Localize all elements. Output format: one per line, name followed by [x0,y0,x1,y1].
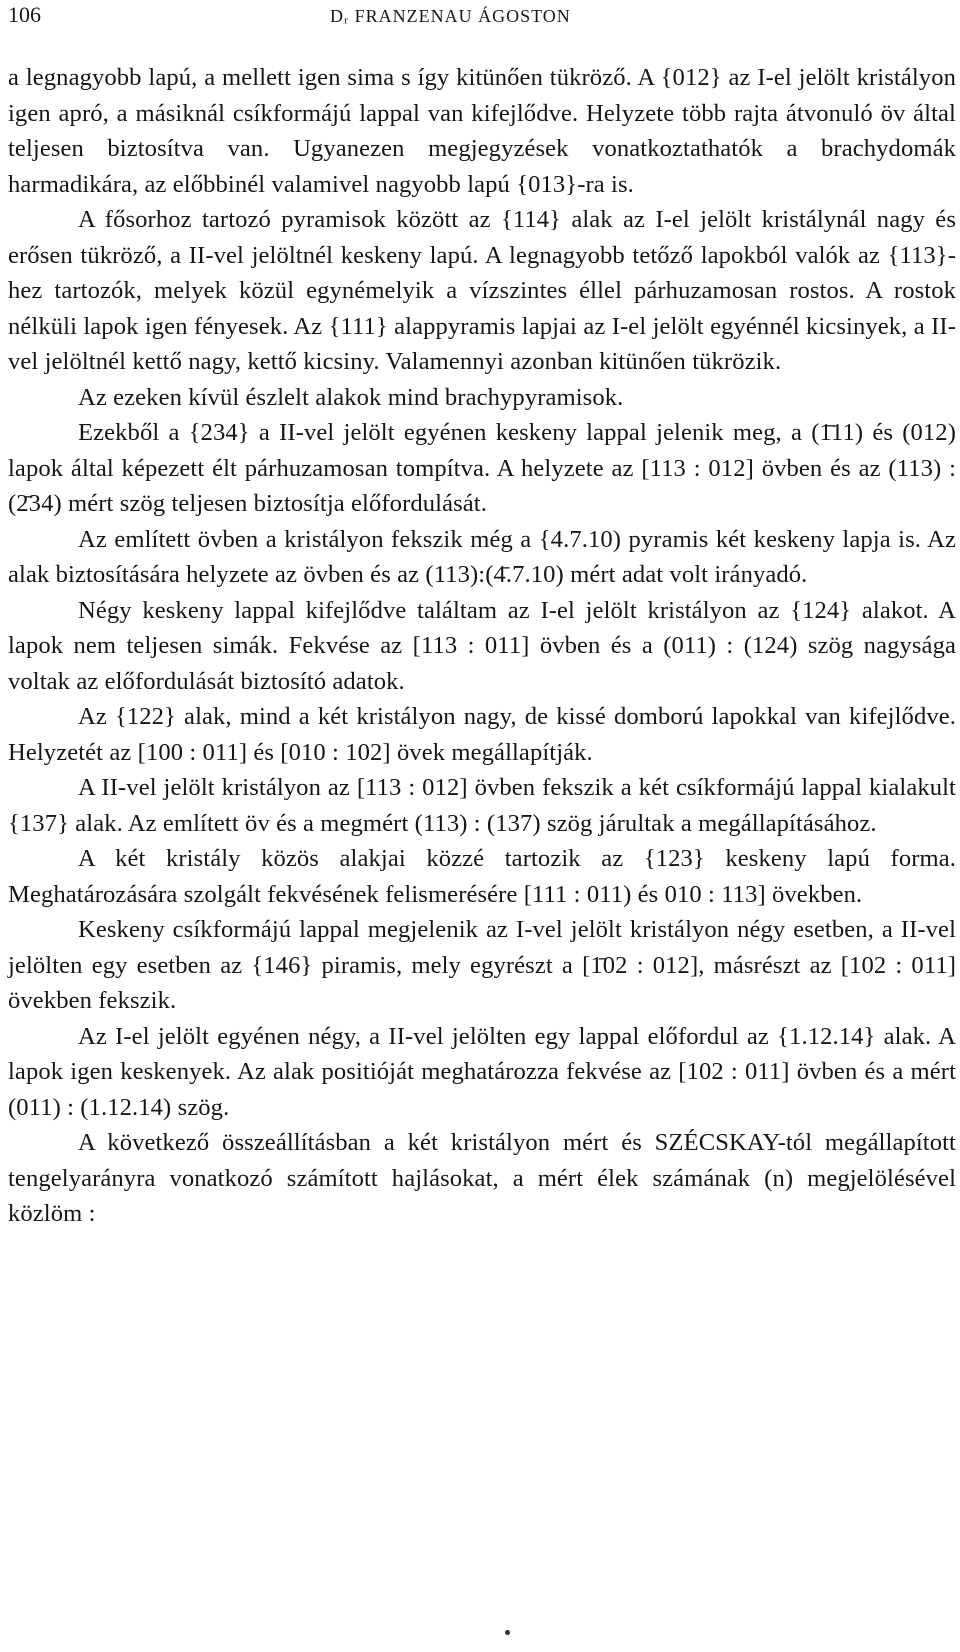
paragraph: A két kristály közös alakjai közzé tartozik az {123} keskeny lapú forma. Meghatározására szolgált fekvésének felismerésére [111 : 011) és 010 : 113] övekben. [8,845,956,908]
paragraph: Az {122} alak, mind a két kristályon nagy, de kissé domború lapokkal van kifejlődve. Helyzetét az [100 : 011] és [010 : 102] övek megállapítják. [8,703,956,766]
running-head: Dᵣ FRANZENAU ÁGOSTON [330,6,571,26]
paragraph: A következő összeállításban a két kristályon mért és SZÉCSKAY-tól megállapított tengelyarányra vonatkozó számított hajlásokat, a mért élek számának (n) megjelölésével közlöm : [8,1129,956,1227]
paragraph: Keskeny csíkformájú lappal megjelenik az I-vel jelölt kristályon négy esetben, a II-vel jelölten egy esetben az {146} piramis, mely egyrészt a [1̄02 : 012], másrészt az [102 : 011] övekben fekszik. [8,916,956,1014]
paragraph: Az ezeken kívül észlelt alakok mind brachypyramisok. [78,383,624,411]
paragraph: A II-vel jelölt kristályon az [113 : 012] övben fekszik a két csíkformájú lappal kialakult {137} alak. Az említett öv és a megmért (113) : (137) szög járultak a megállapításához. [8,774,956,837]
paragraph: Ezekből a {234} a II-vel jelölt egyénen keskeny lappal jelenik meg, a (1̄11) és (012) lapok által képezett élt párhuzamosan tompítva. A helyzete az [113 : 012] övben és az (113) : (2̄34) mért szög teljesen biztosítja előfordulását. [8,419,956,517]
paragraph: A fősorhoz tartozó pyramisok között az {114} alak az I-el jelölt kristálynál nagy és erősen tükröző, a II-vel jelöltnél keskeny lapú. A legnagyobb tetőző lapokból valók az {113}-hez tartozók, melyek közül egynémelyik a vízszintes éllel párhuzamosan rostos. A rostok nélküli lapok igen fényesek. Az {111} alappyramis lapjai az I-el jelölt egyénnél kicsinyek, a II-vel jelöltnél kettő nagy, kettő kicsiny. Valamennyi azonban kitünően tükrözik. [8,206,956,375]
paragraph: a legnagyobb lapú, a mellett igen sima s így kitünően tükröző. A {012} az I-el jelölt kristályon igen apró, a másiknál csíkformájú lappal van kifejlődve. Helyzete több rajta átvonuló öv által teljesen biztosítva van. Ugyanezen megjegyzések vonatkoztathatók a brachydomák harmadikára, az előbbinél valamivel nagyobb lapú {013}-ra is. [8,64,956,198]
page-number: 106 [8,2,41,27]
paragraph: Négy keskeny lappal kifejlődve találtam az I-el jelölt kristályon az {124} alakot. A lapok nem teljesen simák. Fekvése az [113 : 011] övben és a (011) : (124) szög nagysága voltak az előfordulását biztosító adatok. [8,596,956,695]
page-header [0,0,960,40]
paragraph: Az I-el jelölt egyénen négy, a II-vel jelölten egy lappal előfordul az {1.12.14} alak. A lapok igen keskenyek. Az alak positióját meghatározza fekvése az [102 : 011] övben és a mért (011) : (1.12.14) szög. [8,1022,956,1121]
paragraph: Az említett övben a kristályon fekszik még a {4.7.10) pyramis két keskeny lapja is. Az alak biztosítására helyzete az övben és az (113):(4̄.7.10) mért adat volt irányadó. [8,525,956,588]
ink-dot-mark [505,1630,510,1635]
body-text [8,60,956,1232]
